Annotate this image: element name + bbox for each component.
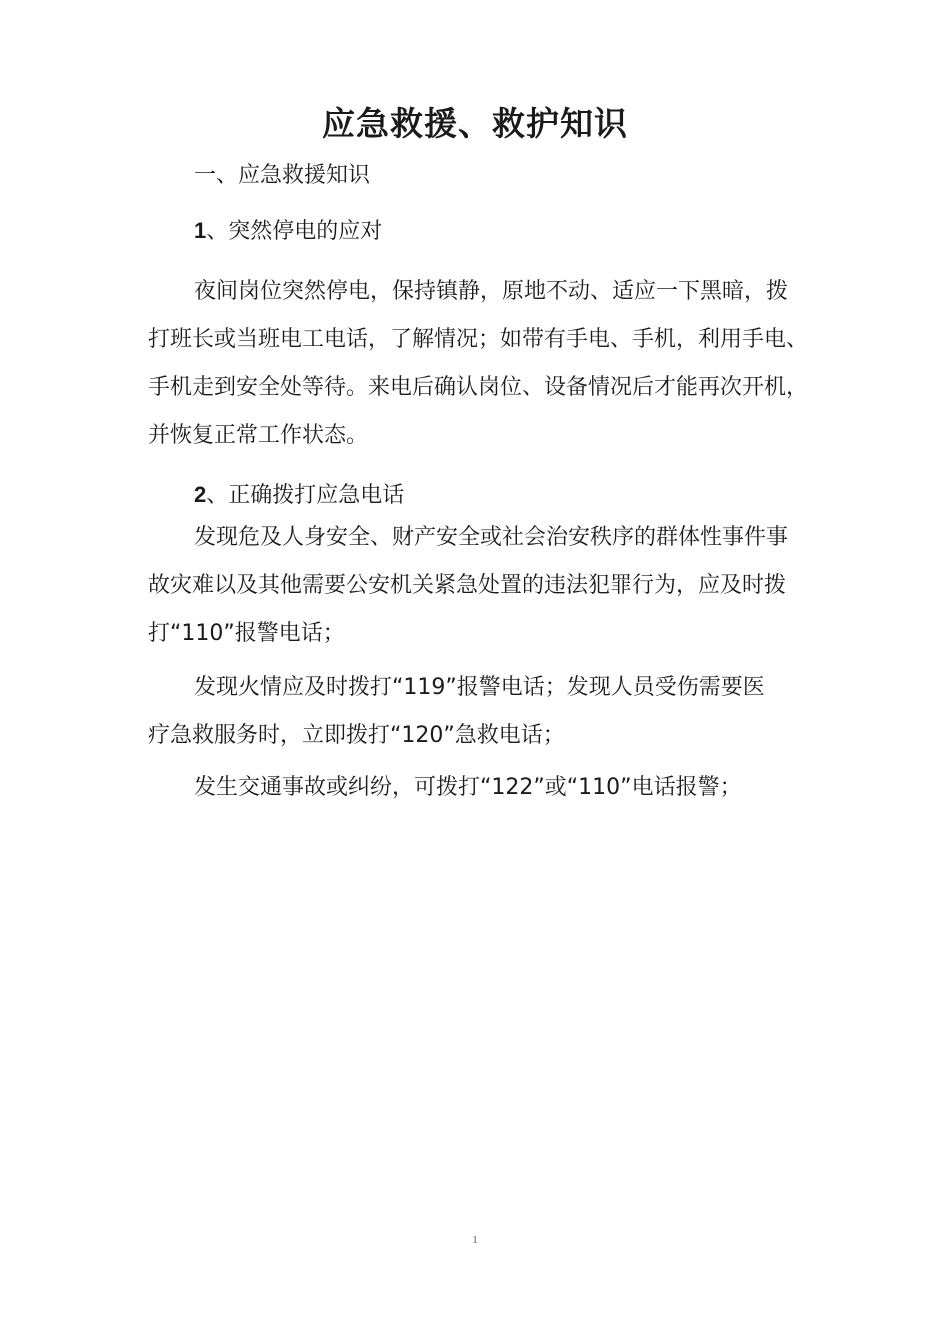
paragraph-line: 打班长或当班电工电话，了解情况；如带有手电、手机，利用手电、 [148, 327, 809, 352]
paragraph-call-122 [148, 764, 828, 812]
paragraph-line: 夜间岗位突然停电，保持镇静，原地不动、适应一下黑暗，拨 [194, 279, 789, 304]
paragraph-line: 并恢复正常工作状态。 [148, 423, 369, 448]
paragraph-power-outage [148, 268, 828, 460]
paragraph-line: 发生交通事故或纠纷，可拨打“122”或“110”电话报警； [194, 775, 742, 800]
section-heading-emergency-rescue: 一、应急救援知识 [194, 163, 371, 188]
paragraph-line: 手机走到安全处等待。来电后确认岗位、设备情况后才能再次开机， [148, 375, 809, 400]
item-heading-power-outage [194, 214, 382, 245]
paragraph-line: 发现火情应及时拨打“119”报警电话；发现人员受伤需要医 [194, 675, 765, 700]
item-number: 1 [194, 218, 207, 243]
paragraph-call-110 [148, 514, 828, 658]
item-heading-emergency-calls [194, 478, 404, 509]
paragraph-line: 疗急救服务时，立即拨打“120”急救电话； [148, 723, 565, 748]
page-number: 1 [472, 1234, 478, 1246]
item-label: 、突然停电的应对 [206, 219, 383, 244]
paragraph-line: 发现危及人身安全、财产安全或社会治安秩序的群体性事件事 [194, 525, 789, 550]
item-label: 、正确拨打应急电话 [206, 483, 405, 508]
paragraph-line: 打“110”报警电话； [148, 621, 345, 646]
document-title: 应急救援、救护知识 [322, 104, 628, 143]
paragraph-line: 故灾难以及其他需要公安机关紧急处置的违法犯罪行为，应及时拨 [148, 573, 787, 598]
item-number: 2 [194, 482, 207, 507]
paragraph-call-119-120 [148, 664, 828, 760]
